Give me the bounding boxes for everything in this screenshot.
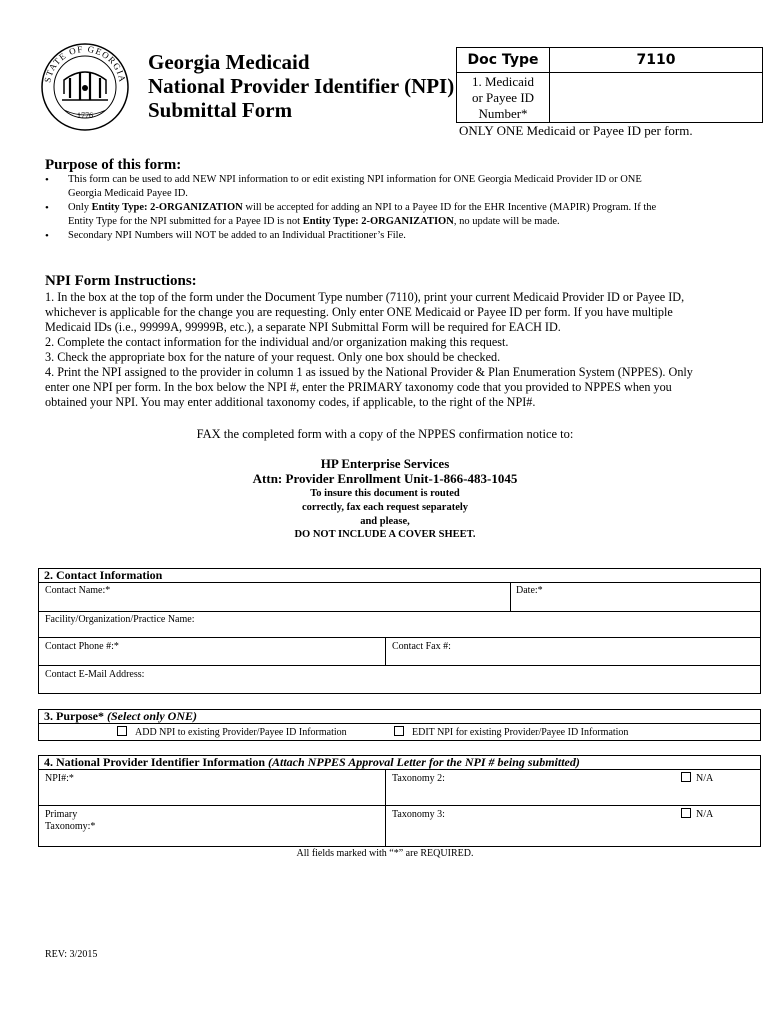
npi-heading-note: (Attach NPPES Approval Letter for the NPI # being submitted) [268, 755, 580, 769]
purpose-select-section [38, 709, 761, 741]
edit-npi-label: EDIT NPI for existing Provider/Payee ID Information [412, 727, 629, 738]
facility-input[interactable] [39, 612, 760, 637]
fax-attention: Attn: Provider Enrollment Unit-1-866-483-1045 [252, 471, 518, 486]
purpose-heading: Purpose of this form: [45, 157, 182, 173]
one-id-note: ONLY ONE Medicaid or Payee ID per form. [459, 123, 693, 138]
purpose-bullet-3: • Secondary NPI Numbers will NOT be added to an Individual Practitioner’s File. [45, 229, 725, 243]
fax-note-2: correctly, fax each request separately [301, 502, 469, 513]
purpose-bullet-1-line2: Georgia Medicaid Payee ID. [68, 188, 188, 199]
purpose-bullet-2-line2-post: , no update will be made. [453, 216, 560, 227]
instructions-body [45, 290, 725, 410]
npi-heading-text: 4. National Provider Identifier Information [44, 755, 268, 769]
phone-label: Contact Phone #:* [45, 641, 119, 652]
fax-note-4: DO NOT INCLUDE A COVER SHEET. [294, 529, 476, 540]
fax-instruction: FAX the completed form with a copy of the NPPES confirmation notice to: [196, 427, 574, 441]
seal-ring-text: STATE OF GEORGIA [42, 43, 128, 84]
fax-note-1: To insure this document is routed [310, 488, 460, 499]
entity-type-emphasis-1: Entity Type: 2-ORGANIZATION [91, 202, 243, 213]
phone-input[interactable] [39, 638, 384, 665]
primary-taxonomy-label-line2: Taxonomy:* [45, 821, 96, 832]
add-npi-option[interactable] [117, 726, 347, 738]
date-input[interactable] [511, 583, 760, 611]
npi-input[interactable] [39, 770, 384, 805]
form-title-line3: Submittal Form [148, 98, 293, 122]
instruction-line: enter one NPI per form. In the box below the NPI #, enter the PRIMARY taxonomy code that you provided to NPPES when you [45, 380, 672, 394]
purpose-bullet-1 [45, 173, 725, 201]
primary-taxonomy-input[interactable] [39, 806, 384, 846]
required-note: All fields marked with “*” are REQUIRED. [296, 848, 474, 859]
instruction-line: 4. Print the NPI assigned to the provider in column 1 as issued by the National Provider & Plan Enumeration System (NPPES). Only [45, 365, 693, 379]
taxonomy2-na-option[interactable] [681, 772, 713, 784]
instruction-line: 2. Complete the contact information for the individual and/or organization making this request. [45, 335, 509, 349]
instruction-line: whichever is applicable for the change you are requesting. Only enter ONE Medicaid or Payee ID per form. If you have multiple [45, 305, 673, 319]
taxonomy3-input[interactable] [386, 806, 666, 846]
date-label: Date:* [516, 585, 543, 596]
edit-npi-option[interactable] [394, 726, 628, 738]
doc-type-label: Doc Type [457, 48, 550, 73]
purpose-bullet-2 [45, 201, 725, 229]
email-input[interactable] [39, 666, 760, 693]
purpose-bullet-2-pre: Only [68, 202, 92, 213]
edit-npi-checkbox[interactable] [394, 726, 404, 736]
npi-label: NPI#:* [45, 773, 74, 784]
instruction-line: 1. In the box at the top of the form under the Document Type number (7110), print your current Medicaid Provider ID or Payee ID, [45, 290, 685, 304]
facility-label: Facility/Organization/Practice Name: [45, 614, 195, 625]
contact-heading: 2. Contact Information [39, 569, 760, 583]
npi-heading [39, 756, 760, 770]
purpose-select-heading-note: (Select only ONE) [107, 709, 197, 723]
instruction-line: obtained your NPI. You may enter additional taxonomy codes, if applicable, to the right of the NPI#. [45, 395, 536, 409]
purpose-bullet-2-line2-pre: Entity Type for the NPI submitted for a Payee ID is not [68, 216, 303, 227]
purpose-select-heading-text: 3. Purpose* [44, 709, 107, 723]
contact-name-input[interactable] [39, 583, 509, 611]
taxonomy3-label: Taxonomy 3: [392, 809, 445, 820]
medicaid-id-label-line2: or Payee ID [471, 90, 535, 105]
taxonomy2-input[interactable] [386, 770, 666, 805]
medicaid-id-label-line3: Number* [478, 106, 528, 121]
revision-label: REV: 3/2015 [45, 949, 98, 960]
taxonomy3-na-option[interactable] [681, 808, 713, 820]
fax-note-3: and please, [360, 516, 410, 527]
npi-section [38, 755, 761, 847]
georgia-state-seal-icon [40, 42, 130, 132]
taxonomy2-na-checkbox[interactable] [681, 772, 691, 782]
contact-section [38, 568, 761, 694]
purpose-bullet-1-line1: This form can be used to add NEW NPI information to or edit existing NPI information for ONE Georgia Medicaid Provider ID or ONE [68, 174, 642, 185]
medicaid-id-label [457, 73, 550, 122]
add-npi-label: ADD NPI to existing Provider/Payee ID Information [135, 727, 347, 738]
form-title-line1: Georgia Medicaid [148, 50, 310, 74]
form-title-line2: National Provider Identifier (NPI) [148, 74, 455, 98]
fax-label: Contact Fax #: [392, 641, 451, 652]
taxonomy2-na-label: N/A [696, 773, 714, 784]
taxonomy3-na-label: N/A [696, 809, 714, 820]
taxonomy2-label: Taxonomy 2: [392, 773, 445, 784]
purpose-bullet-2-mid: will be accepted for adding an NPI to a Payee ID for the EHR Incentive (MAPIR) Program. If the [242, 202, 657, 213]
instruction-line: 3. Check the appropriate box for the nature of your request. Only one box should be checked. [45, 350, 501, 364]
fax-company: HP Enterprise Services [320, 456, 450, 471]
medicaid-id-label-line1: 1. Medicaid [471, 74, 535, 89]
medicaid-id-input[interactable] [550, 73, 762, 122]
taxonomy3-na-checkbox[interactable] [681, 808, 691, 818]
fax-input[interactable] [386, 638, 760, 665]
doc-type-box [456, 47, 763, 123]
purpose-bullets [45, 173, 725, 243]
purpose-select-heading [39, 710, 760, 724]
doc-type-number: 7110 [550, 48, 762, 73]
entity-type-emphasis-2: Entity Type: 2-ORGANIZATION [302, 216, 454, 227]
add-npi-checkbox[interactable] [117, 726, 127, 736]
contact-name-label: Contact Name:* [45, 585, 111, 596]
seal-year: 1776 [77, 111, 93, 120]
primary-taxonomy-label-line1: Primary [45, 809, 78, 820]
instruction-line: Medicaid IDs (i.e., 99999A, 99999B, etc.), a separate NPI Submittal Form will be required for EACH ID. [45, 320, 561, 334]
email-label: Contact E-Mail Address: [45, 669, 145, 680]
instructions-heading: NPI Form Instructions: [45, 273, 197, 289]
